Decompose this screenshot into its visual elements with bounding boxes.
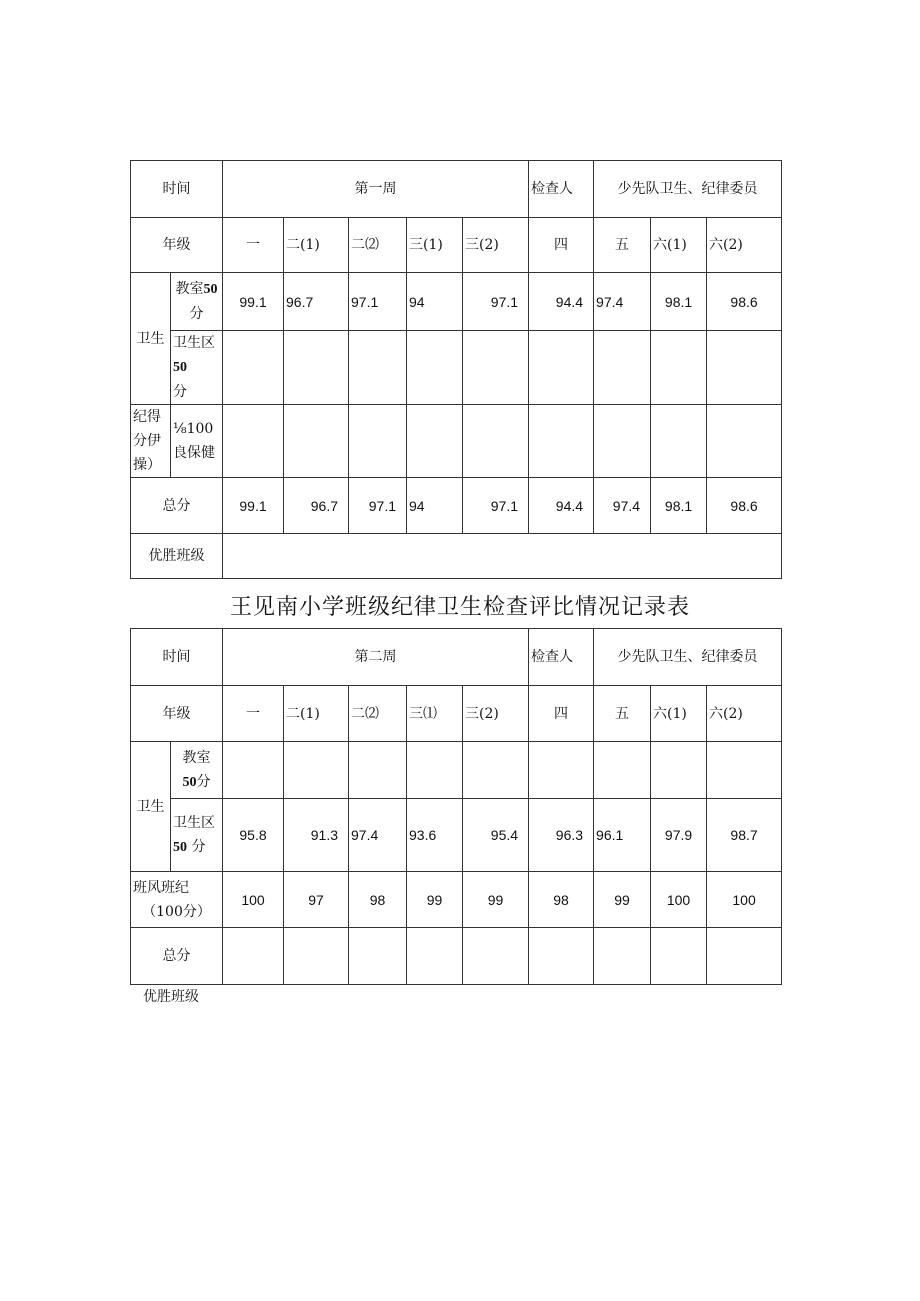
classroom-row bbox=[131, 742, 782, 799]
grade-cell: 六(2) bbox=[707, 218, 782, 273]
empty-cell bbox=[407, 928, 463, 985]
score-cell: 97.1 bbox=[349, 273, 407, 331]
area-label: 卫生区 50 分 bbox=[171, 799, 223, 872]
grade-cell: 三(1) bbox=[407, 218, 463, 273]
conduct-cell: 99 bbox=[594, 872, 651, 928]
inspector-label: 检查人 bbox=[529, 629, 594, 686]
empty-cell bbox=[651, 928, 707, 985]
total-cell: 94.4 bbox=[529, 478, 594, 534]
grade-cell: 五 bbox=[594, 686, 651, 742]
grade-cell: 一 bbox=[223, 686, 284, 742]
week-label: 第二周 bbox=[223, 629, 529, 686]
score-cell: 97.9 bbox=[651, 799, 707, 872]
conduct-cell: 99 bbox=[407, 872, 463, 928]
empty-cell bbox=[284, 928, 349, 985]
empty-cell bbox=[407, 331, 463, 405]
conduct-cell: 99 bbox=[463, 872, 529, 928]
conduct-cell: 100 bbox=[707, 872, 782, 928]
grade-cell: 三(2) bbox=[463, 218, 529, 273]
empty-cell bbox=[407, 742, 463, 799]
week1-table bbox=[130, 160, 782, 579]
discipline-sub: ⅛100良保健 bbox=[171, 405, 223, 478]
classroom-row bbox=[131, 273, 782, 331]
empty-cell bbox=[651, 405, 707, 478]
grade-cell: 二⑵ bbox=[349, 218, 407, 273]
time-label: 时间 bbox=[131, 629, 223, 686]
empty-cell bbox=[223, 405, 284, 478]
area-row bbox=[131, 331, 782, 405]
grade-cell: 三⑴ bbox=[407, 686, 463, 742]
score-cell: 97.4 bbox=[349, 799, 407, 872]
score-cell: 98.1 bbox=[651, 273, 707, 331]
score-cell: 98.7 bbox=[707, 799, 782, 872]
empty-cell bbox=[529, 405, 594, 478]
score-cell: 96.7 bbox=[284, 273, 349, 331]
score-cell: 93.6 bbox=[407, 799, 463, 872]
inspector-label: 检查人 bbox=[529, 161, 594, 218]
score-cell: 95.4 bbox=[463, 799, 529, 872]
week-label: 第一周 bbox=[223, 161, 529, 218]
empty-cell bbox=[594, 928, 651, 985]
score-cell: 94.4 bbox=[529, 273, 594, 331]
area-label: 卫生区 50 分 bbox=[171, 331, 223, 405]
inspector-value: 少先队卫生、纪律委员 bbox=[594, 161, 782, 218]
total-cell: 99.1 bbox=[223, 478, 284, 534]
winner-footnote: 优胜班级 bbox=[143, 989, 199, 1005]
empty-cell bbox=[707, 928, 782, 985]
score-cell: 96.1 bbox=[594, 799, 651, 872]
empty-cell bbox=[349, 331, 407, 405]
empty-cell bbox=[707, 331, 782, 405]
hygiene-label: 卫生 bbox=[131, 742, 171, 872]
empty-cell bbox=[594, 742, 651, 799]
total-row bbox=[131, 478, 782, 534]
area-row bbox=[131, 799, 782, 872]
grade-cell: 二(1) bbox=[284, 218, 349, 273]
winner-row bbox=[131, 534, 782, 579]
empty-cell bbox=[284, 331, 349, 405]
grade-cell: 三(2) bbox=[463, 686, 529, 742]
total-row bbox=[131, 928, 782, 985]
discipline-label: 纪得分伊操） bbox=[131, 405, 171, 478]
empty-cell bbox=[284, 405, 349, 478]
grade-cell: 四 bbox=[529, 686, 594, 742]
grade-cell: 六(2) bbox=[707, 686, 782, 742]
conduct-cell: 97 bbox=[284, 872, 349, 928]
score-cell: 95.8 bbox=[223, 799, 284, 872]
conduct-cell: 100 bbox=[223, 872, 284, 928]
winner-label: 优胜班级 bbox=[131, 534, 223, 579]
week2-table bbox=[130, 628, 782, 985]
grade-cell: 四 bbox=[529, 218, 594, 273]
empty-cell bbox=[349, 928, 407, 985]
classroom-label: 教室50 分 bbox=[171, 273, 223, 331]
empty-cell bbox=[707, 405, 782, 478]
conduct-cell: 98 bbox=[349, 872, 407, 928]
score-cell: 97.4 bbox=[594, 273, 651, 331]
discipline-row bbox=[131, 405, 782, 478]
empty-cell bbox=[463, 405, 529, 478]
empty-cell bbox=[284, 742, 349, 799]
grade-cell: 六(1) bbox=[651, 686, 707, 742]
empty-cell bbox=[594, 331, 651, 405]
conduct-row bbox=[131, 872, 782, 928]
grade-row bbox=[131, 218, 782, 273]
total-cell: 97.1 bbox=[463, 478, 529, 534]
total-cell: 96.7 bbox=[284, 478, 349, 534]
grade-cell: 五 bbox=[594, 218, 651, 273]
grade-cell: 二⑵ bbox=[349, 686, 407, 742]
score-cell: 91.3 bbox=[284, 799, 349, 872]
empty-cell bbox=[463, 742, 529, 799]
empty-cell bbox=[529, 742, 594, 799]
header-row bbox=[131, 161, 782, 218]
total-cell: 94 bbox=[407, 478, 463, 534]
empty-cell bbox=[651, 331, 707, 405]
empty-cell bbox=[349, 405, 407, 478]
classroom-label: 教室 50分 bbox=[171, 742, 223, 799]
total-label: 总分 bbox=[131, 928, 223, 985]
score-cell: 96.3 bbox=[529, 799, 594, 872]
total-label: 总分 bbox=[131, 478, 223, 534]
empty-cell bbox=[223, 928, 284, 985]
winner-value bbox=[223, 534, 782, 579]
total-cell: 98.6 bbox=[707, 478, 782, 534]
grade-label: 年级 bbox=[131, 218, 223, 273]
grade-cell: 二(1) bbox=[284, 686, 349, 742]
empty-cell bbox=[594, 405, 651, 478]
score-cell: 97.1 bbox=[463, 273, 529, 331]
score-cell: 99.1 bbox=[223, 273, 284, 331]
grade-cell: 六(1) bbox=[651, 218, 707, 273]
score-cell: 98.6 bbox=[707, 273, 782, 331]
header-row bbox=[131, 629, 782, 686]
conduct-cell: 98 bbox=[529, 872, 594, 928]
empty-cell bbox=[529, 928, 594, 985]
grade-row bbox=[131, 686, 782, 742]
empty-cell bbox=[463, 928, 529, 985]
total-cell: 98.1 bbox=[651, 478, 707, 534]
empty-cell bbox=[407, 405, 463, 478]
inspector-value: 少先队卫生、纪律委员 bbox=[594, 629, 782, 686]
hygiene-label: 卫生 bbox=[131, 273, 171, 405]
grade-label: 年级 bbox=[131, 686, 223, 742]
grade-cell: 一 bbox=[223, 218, 284, 273]
conduct-label: 班风班纪 （100分） bbox=[131, 872, 223, 928]
time-label: 时间 bbox=[131, 161, 223, 218]
empty-cell bbox=[651, 742, 707, 799]
empty-cell bbox=[529, 331, 594, 405]
empty-cell bbox=[223, 331, 284, 405]
empty-cell bbox=[349, 742, 407, 799]
empty-cell bbox=[463, 331, 529, 405]
empty-cell bbox=[707, 742, 782, 799]
conduct-cell: 100 bbox=[651, 872, 707, 928]
page-title: 王见南小学班级纪律卫生检查评比情况记录表 bbox=[229, 595, 690, 620]
total-cell: 97.1 bbox=[349, 478, 407, 534]
total-cell: 97.4 bbox=[594, 478, 651, 534]
score-cell: 94 bbox=[407, 273, 463, 331]
empty-cell bbox=[223, 742, 284, 799]
